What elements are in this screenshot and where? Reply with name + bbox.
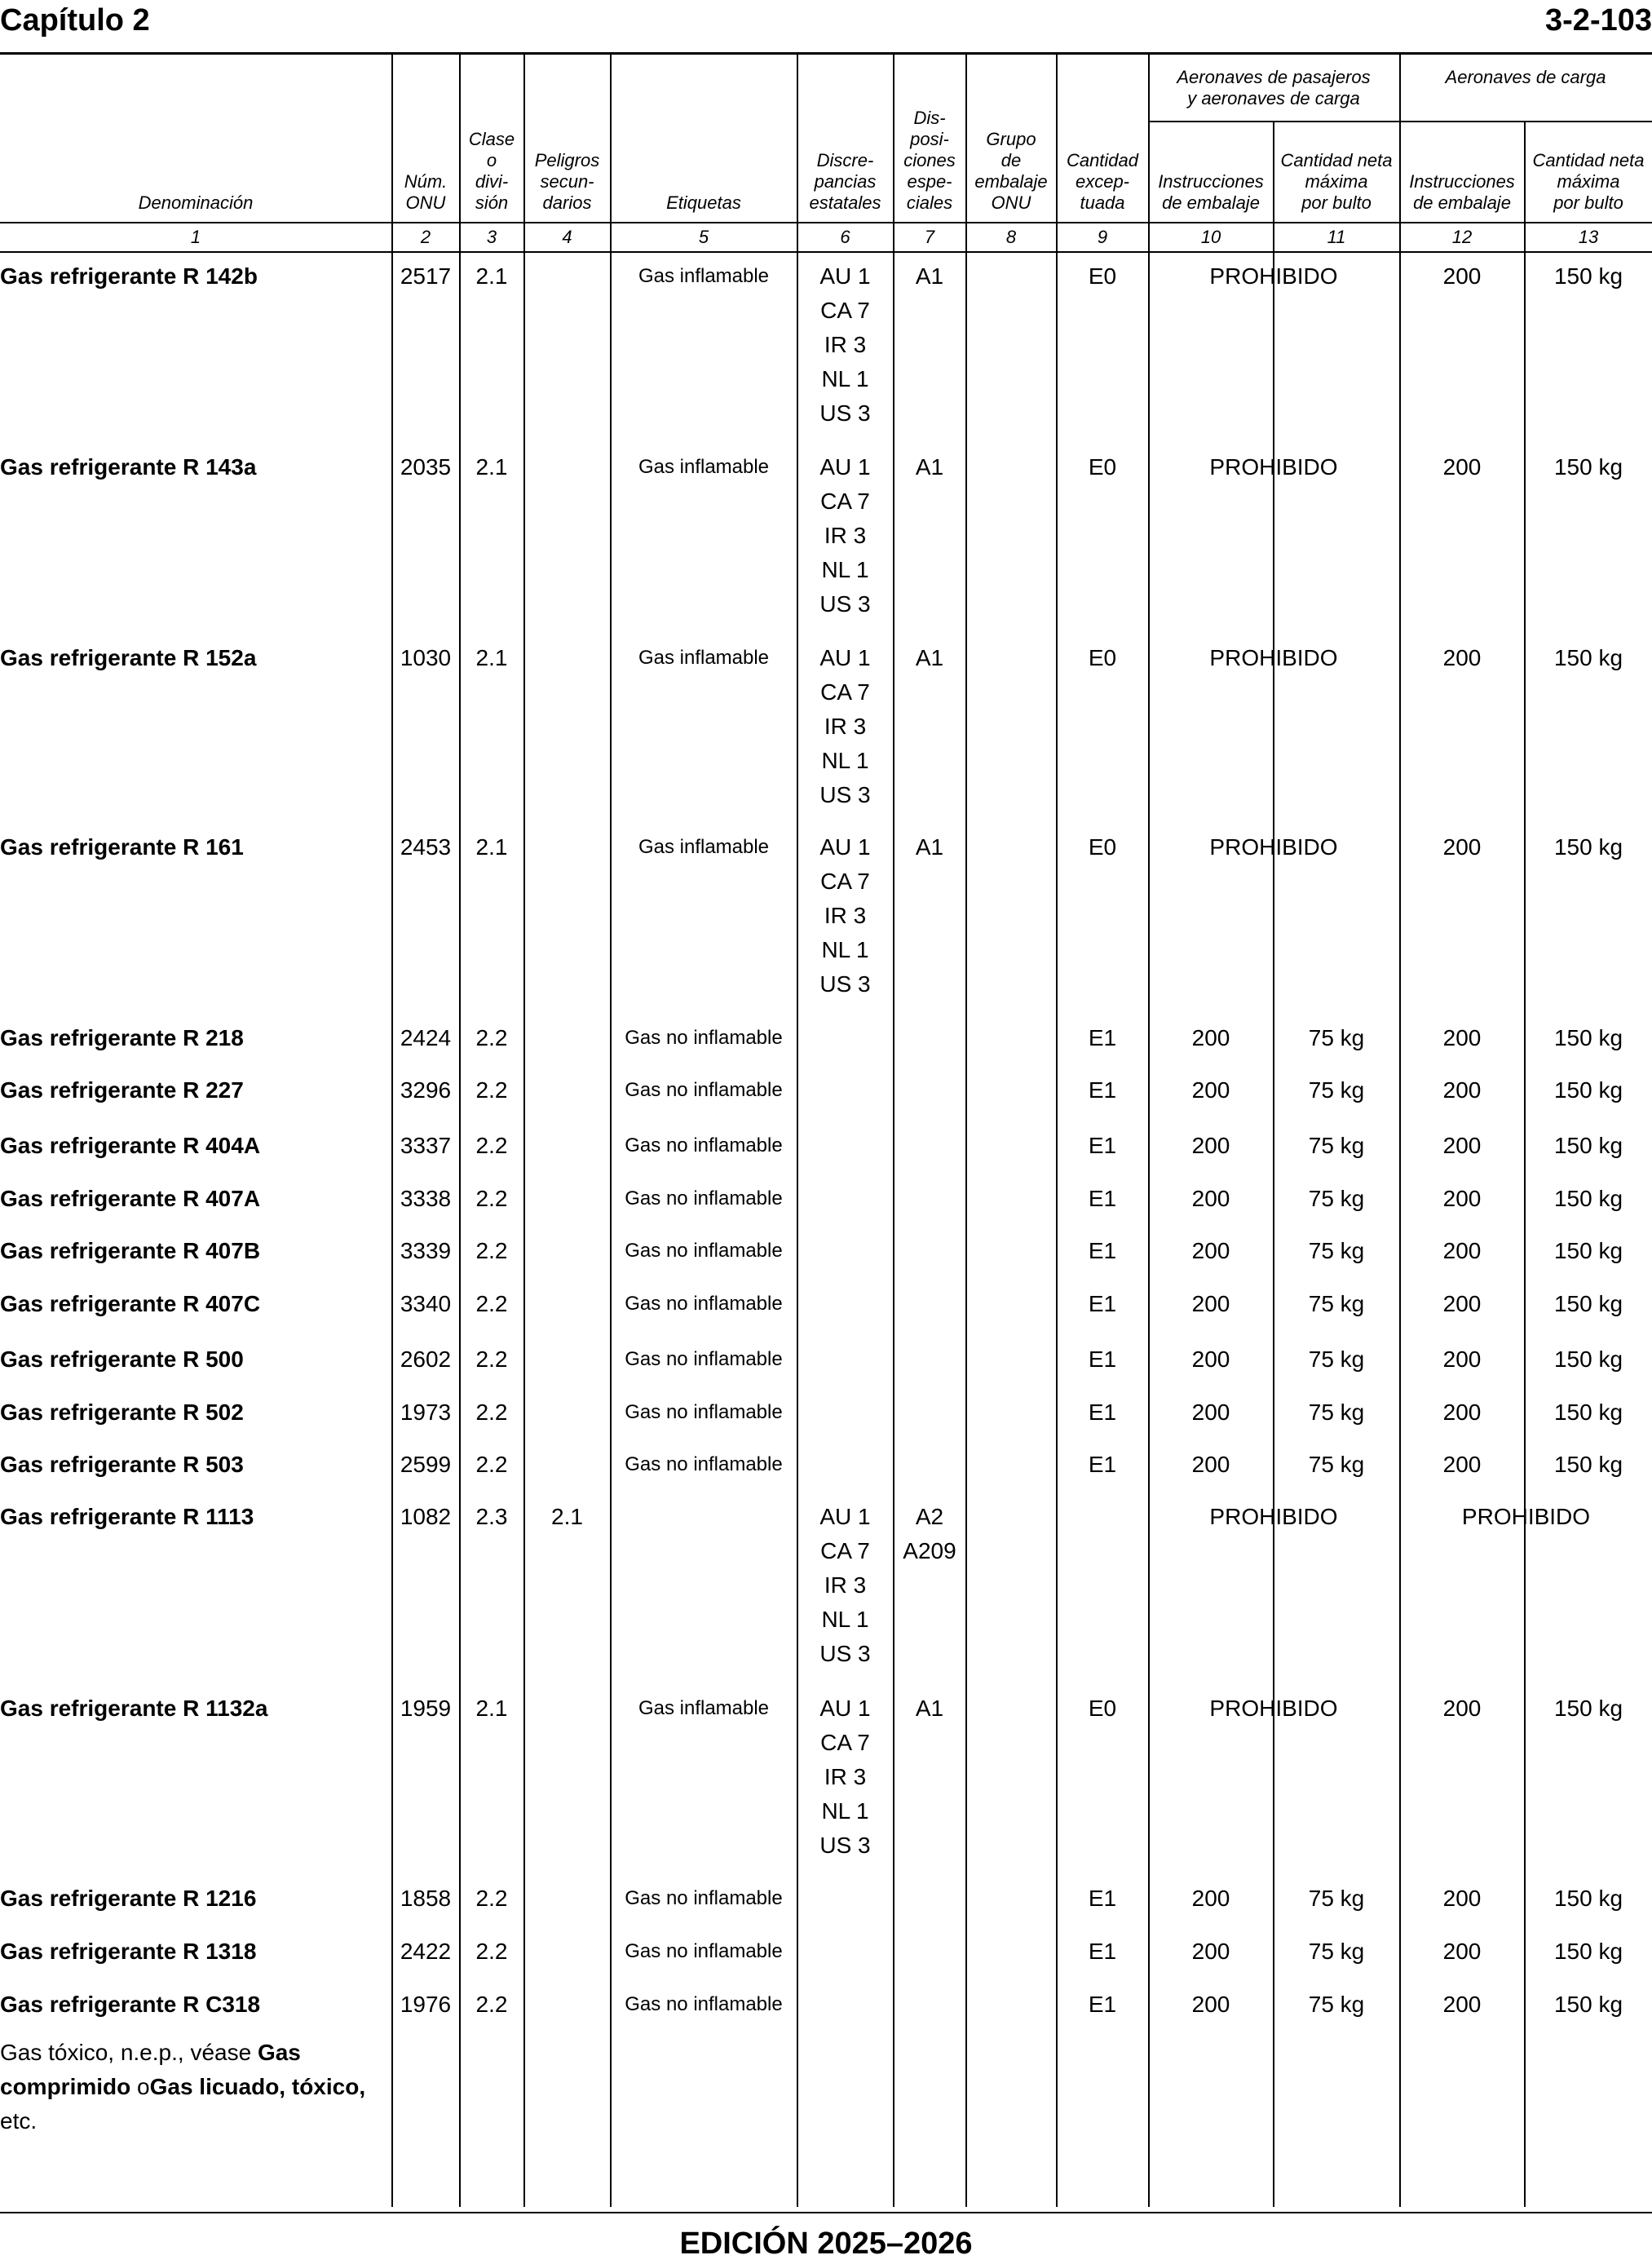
column-number: 6 bbox=[840, 227, 850, 247]
hazard-class: 2.1 bbox=[475, 834, 508, 860]
passenger-packing-instruction: 200 bbox=[1191, 1238, 1230, 1263]
see-also-middle: o bbox=[130, 2074, 150, 2099]
cargo-max-quantity: 150 kg bbox=[1553, 1346, 1623, 1372]
cargo-prohibited: PROHIBIDO bbox=[1461, 1504, 1591, 1529]
hazard-label: Gas inflamable bbox=[638, 1697, 770, 1719]
substance-name: Gas refrigerante R 1132a bbox=[0, 1696, 268, 1721]
cargo-packing-instruction: 200 bbox=[1442, 1696, 1482, 1721]
un-number: 1973 bbox=[400, 1400, 452, 1425]
column-number: 2 bbox=[420, 227, 431, 247]
hazard-class: 2.2 bbox=[475, 1238, 508, 1263]
special-provision: A1 bbox=[915, 834, 944, 860]
cargo-max-quantity: 150 kg bbox=[1553, 645, 1623, 670]
excepted-quantity: E1 bbox=[1088, 1886, 1117, 1911]
passenger-max-quantity: 75 kg bbox=[1308, 1077, 1365, 1103]
state-variation: US 3 bbox=[819, 782, 871, 807]
un-number: 3339 bbox=[400, 1238, 452, 1263]
hazard-label: Gas no inflamable bbox=[625, 1079, 783, 1101]
column-number: 9 bbox=[1097, 227, 1108, 247]
passenger-prohibited: PROHIBIDO bbox=[1209, 645, 1338, 670]
hazard-class: 2.2 bbox=[475, 1025, 508, 1050]
state-variation: NL 1 bbox=[821, 1607, 869, 1632]
substance-name: Gas refrigerante R C318 bbox=[0, 1992, 261, 2017]
passenger-max-quantity: 75 kg bbox=[1308, 1025, 1365, 1050]
header-bottom-rule bbox=[0, 222, 1652, 223]
see-also-entry bbox=[0, 2036, 383, 2138]
passenger-packing-instruction: 200 bbox=[1191, 1077, 1230, 1103]
hazard-class: 2.2 bbox=[475, 1077, 508, 1103]
cargo-max-quantity: 150 kg bbox=[1553, 834, 1623, 860]
cargo-packing-instruction: 200 bbox=[1442, 1992, 1482, 2017]
excepted-quantity: E0 bbox=[1088, 454, 1117, 480]
subsidiary-hazard: 2.1 bbox=[551, 1504, 583, 1529]
substance-name: Gas refrigerante R 407C bbox=[0, 1291, 261, 1316]
header-cantidad-exceptuada: Cantidad excep- tuada bbox=[1066, 150, 1139, 213]
cargo-max-quantity: 150 kg bbox=[1553, 1886, 1623, 1911]
passenger-max-quantity: 75 kg bbox=[1308, 1939, 1365, 1964]
see-also-suffix: etc. bbox=[0, 2108, 38, 2134]
cargo-max-quantity: 150 kg bbox=[1553, 1186, 1623, 1211]
passenger-max-quantity: 75 kg bbox=[1308, 1133, 1365, 1158]
state-variation: NL 1 bbox=[821, 1798, 869, 1824]
column-divider bbox=[523, 55, 525, 2207]
substance-name: Gas refrigerante R 407A bbox=[0, 1186, 261, 1211]
un-number: 3296 bbox=[400, 1077, 452, 1103]
un-number: 2035 bbox=[400, 454, 452, 480]
page-number: 3-2-103 bbox=[1545, 3, 1652, 38]
state-variation: AU 1 bbox=[819, 1696, 871, 1721]
state-variations bbox=[797, 1500, 893, 1671]
substance-name: Gas refrigerante R 143a bbox=[0, 454, 257, 480]
hazard-class: 2.2 bbox=[475, 1400, 508, 1425]
column-number: 13 bbox=[1578, 227, 1599, 247]
state-variation: NL 1 bbox=[821, 937, 869, 962]
passenger-packing-instruction: 200 bbox=[1191, 1291, 1230, 1316]
excepted-quantity: E1 bbox=[1088, 1291, 1117, 1316]
cargo-max-quantity: 150 kg bbox=[1553, 454, 1623, 480]
state-variation: IR 3 bbox=[824, 903, 867, 928]
excepted-quantity: E0 bbox=[1088, 645, 1117, 670]
state-variation: AU 1 bbox=[819, 645, 871, 670]
hazard-label: Gas no inflamable bbox=[625, 1293, 783, 1315]
column-number: 5 bbox=[698, 227, 709, 247]
special-provisions bbox=[894, 450, 965, 484]
footer-rule bbox=[0, 2212, 1652, 2213]
cargo-packing-instruction: 200 bbox=[1442, 1238, 1482, 1263]
state-variation: IR 3 bbox=[824, 1572, 867, 1598]
substance-name: Gas refrigerante R 218 bbox=[0, 1025, 244, 1050]
state-variation: IR 3 bbox=[824, 523, 867, 548]
special-provision: A209 bbox=[903, 1538, 956, 1563]
header-pax-instrucciones: Instrucciones de embalaje bbox=[1158, 171, 1264, 213]
substance-name: Gas refrigerante R 407B bbox=[0, 1238, 261, 1263]
cargo-max-quantity: 150 kg bbox=[1553, 1992, 1623, 2017]
passenger-prohibited: PROHIBIDO bbox=[1209, 1696, 1338, 1721]
header-pasajeros-group: Aeronaves de pasajeros y aeronaves de carga bbox=[1177, 67, 1371, 108]
state-variations bbox=[797, 830, 893, 1002]
chapter-title: Capítulo 2 bbox=[0, 3, 150, 38]
cargo-max-quantity: 150 kg bbox=[1553, 1400, 1623, 1425]
special-provision: A1 bbox=[915, 263, 944, 289]
hazard-label: Gas no inflamable bbox=[625, 1240, 783, 1262]
state-variations bbox=[797, 259, 893, 431]
substance-name: Gas refrigerante R 502 bbox=[0, 1400, 244, 1425]
hazard-label: Gas inflamable bbox=[638, 647, 770, 669]
state-variation: US 3 bbox=[819, 1833, 871, 1858]
special-provisions bbox=[894, 1500, 965, 1568]
un-number: 2422 bbox=[400, 1939, 452, 1964]
hazard-label: Gas inflamable bbox=[638, 265, 770, 287]
header-clase: Clase o divi- sión bbox=[468, 129, 515, 213]
un-number: 1858 bbox=[400, 1886, 452, 1911]
state-variation: US 3 bbox=[819, 1641, 871, 1666]
header-cargo-instrucciones: Instrucciones de embalaje bbox=[1409, 171, 1515, 213]
state-variation: AU 1 bbox=[819, 454, 871, 480]
state-variation: AU 1 bbox=[819, 263, 871, 289]
excepted-quantity: E1 bbox=[1088, 1238, 1117, 1263]
page-header bbox=[0, 0, 1652, 49]
un-number: 2517 bbox=[400, 263, 452, 289]
cargo-max-quantity: 150 kg bbox=[1553, 1025, 1623, 1050]
cargo-packing-instruction: 200 bbox=[1442, 1133, 1482, 1158]
cargo-packing-instruction: 200 bbox=[1442, 1291, 1482, 1316]
excepted-quantity: E1 bbox=[1088, 1133, 1117, 1158]
state-variation: IR 3 bbox=[824, 714, 867, 739]
passenger-max-quantity: 75 kg bbox=[1308, 1291, 1365, 1316]
hazard-label: Gas inflamable bbox=[638, 456, 770, 478]
passenger-max-quantity: 75 kg bbox=[1308, 1400, 1365, 1425]
hazard-class: 2.2 bbox=[475, 1886, 508, 1911]
state-variation: CA 7 bbox=[820, 298, 870, 323]
excepted-quantity: E1 bbox=[1088, 1346, 1117, 1372]
header-grupo: Grupo de embalaje ONU bbox=[974, 129, 1048, 213]
cargo-max-quantity: 150 kg bbox=[1553, 1452, 1623, 1477]
cargo-max-quantity: 150 kg bbox=[1553, 1291, 1623, 1316]
header-num-onu: Núm. ONU bbox=[404, 171, 448, 213]
cargo-packing-instruction: 200 bbox=[1442, 1077, 1482, 1103]
header-denominacion: Denominación bbox=[138, 192, 254, 213]
cargo-packing-instruction: 200 bbox=[1442, 1186, 1482, 1211]
cargo-packing-instruction: 200 bbox=[1442, 454, 1482, 480]
un-number: 1082 bbox=[400, 1504, 452, 1529]
hazard-label: Gas no inflamable bbox=[625, 1401, 783, 1423]
passenger-prohibited: PROHIBIDO bbox=[1209, 834, 1338, 860]
header-peligros: Peligros secun- darios bbox=[534, 150, 600, 213]
cargo-packing-instruction: 200 bbox=[1442, 263, 1482, 289]
hazard-label: Gas no inflamable bbox=[625, 1027, 783, 1049]
excepted-quantity: E1 bbox=[1088, 1077, 1117, 1103]
header-cargo-cantidad: Cantidad neta máxima por bulto bbox=[1532, 150, 1645, 213]
passenger-max-quantity: 75 kg bbox=[1308, 1452, 1365, 1477]
cargo-max-quantity: 150 kg bbox=[1553, 1696, 1623, 1721]
cargo-packing-instruction: 200 bbox=[1442, 1452, 1482, 1477]
hazard-label: Gas no inflamable bbox=[625, 1993, 783, 2015]
cargo-packing-instruction: 200 bbox=[1442, 1025, 1482, 1050]
column-number: 12 bbox=[1451, 227, 1473, 247]
un-number: 3337 bbox=[400, 1133, 452, 1158]
header-carga-group: Aeronaves de carga bbox=[1445, 67, 1606, 87]
header-discrepancias: Discre- pancias estatales bbox=[809, 150, 881, 213]
un-number: 2602 bbox=[400, 1346, 452, 1372]
substance-name: Gas refrigerante R 161 bbox=[0, 834, 244, 860]
see-also-link-1: Gas comprimido bbox=[0, 2040, 301, 2099]
edition-footer: EDICIÓN 2025–2026 bbox=[679, 2226, 973, 2261]
special-provisions bbox=[894, 1691, 965, 1726]
passenger-prohibited: PROHIBIDO bbox=[1209, 1504, 1338, 1529]
hazard-class: 2.1 bbox=[475, 645, 508, 670]
cargo-max-quantity: 150 kg bbox=[1553, 263, 1623, 289]
header-disposiciones: Dis- posi- ciones espe- ciales bbox=[903, 108, 956, 213]
excepted-quantity: E1 bbox=[1088, 1452, 1117, 1477]
hazard-label: Gas no inflamable bbox=[625, 1134, 783, 1156]
state-variation: CA 7 bbox=[820, 679, 870, 705]
special-provisions bbox=[894, 830, 965, 864]
state-variation: NL 1 bbox=[821, 366, 869, 391]
hazard-class: 2.1 bbox=[475, 1696, 508, 1721]
hazard-class: 2.2 bbox=[475, 1133, 508, 1158]
column-number: 7 bbox=[924, 227, 935, 247]
special-provision: A1 bbox=[915, 645, 944, 670]
hazard-class: 2.2 bbox=[475, 1291, 508, 1316]
passenger-packing-instruction: 200 bbox=[1191, 1025, 1230, 1050]
excepted-quantity: E1 bbox=[1088, 1025, 1117, 1050]
special-provision: A1 bbox=[915, 1696, 944, 1721]
hazard-class: 2.2 bbox=[475, 1939, 508, 1964]
excepted-quantity: E0 bbox=[1088, 1696, 1117, 1721]
special-provision: A2 bbox=[915, 1504, 944, 1529]
state-variation: US 3 bbox=[819, 971, 871, 997]
substance-name: Gas refrigerante R 142b bbox=[0, 263, 258, 289]
column-number: 10 bbox=[1200, 227, 1221, 247]
substance-name: Gas refrigerante R 503 bbox=[0, 1452, 244, 1477]
passenger-max-quantity: 75 kg bbox=[1308, 1346, 1365, 1372]
un-number: 1030 bbox=[400, 645, 452, 670]
state-variations bbox=[797, 1691, 893, 1863]
state-variation: CA 7 bbox=[820, 869, 870, 894]
column-number-rule bbox=[0, 251, 1652, 253]
passenger-prohibited: PROHIBIDO bbox=[1209, 454, 1338, 480]
cargo-packing-instruction: 200 bbox=[1442, 834, 1482, 860]
column-divider bbox=[965, 55, 967, 2207]
hazard-class: 2.1 bbox=[475, 454, 508, 480]
excepted-quantity: E1 bbox=[1088, 1400, 1117, 1425]
state-variation: US 3 bbox=[819, 400, 871, 426]
state-variation: CA 7 bbox=[820, 1538, 870, 1563]
state-variation: IR 3 bbox=[824, 1764, 867, 1789]
see-also-link-2: Gas licuado, tóxico, bbox=[149, 2074, 366, 2099]
state-variations bbox=[797, 450, 893, 621]
un-number: 2424 bbox=[400, 1025, 452, 1050]
cargo-max-quantity: 150 kg bbox=[1553, 1133, 1623, 1158]
passenger-packing-instruction: 200 bbox=[1191, 1452, 1230, 1477]
hazard-label: Gas no inflamable bbox=[625, 1940, 783, 1962]
hazard-label: Gas no inflamable bbox=[625, 1887, 783, 1909]
hazard-label: Gas no inflamable bbox=[625, 1453, 783, 1475]
special-provisions bbox=[894, 641, 965, 675]
substance-name: Gas refrigerante R 404A bbox=[0, 1133, 261, 1158]
state-variation: AU 1 bbox=[819, 1504, 871, 1529]
substance-name: Gas refrigerante R 227 bbox=[0, 1077, 244, 1103]
column-number: 1 bbox=[190, 227, 201, 247]
cargo-packing-instruction: 200 bbox=[1442, 1400, 1482, 1425]
state-variation: CA 7 bbox=[820, 1730, 870, 1755]
special-provision: A1 bbox=[915, 454, 944, 480]
substance-name: Gas refrigerante R 1216 bbox=[0, 1886, 257, 1911]
state-variation: CA 7 bbox=[820, 489, 870, 514]
cargo-max-quantity: 150 kg bbox=[1553, 1077, 1623, 1103]
cargo-max-quantity: 150 kg bbox=[1553, 1939, 1623, 1964]
column-divider bbox=[893, 55, 894, 2207]
cargo-packing-instruction: 200 bbox=[1442, 1939, 1482, 1964]
state-variation: NL 1 bbox=[821, 748, 869, 773]
passenger-packing-instruction: 200 bbox=[1191, 1346, 1230, 1372]
state-variation: US 3 bbox=[819, 591, 871, 617]
excepted-quantity: E1 bbox=[1088, 1992, 1117, 2017]
excepted-quantity: E0 bbox=[1088, 834, 1117, 860]
passenger-packing-instruction: 200 bbox=[1191, 1133, 1230, 1158]
state-variations bbox=[797, 641, 893, 812]
header-pax-cantidad: Cantidad neta máxima por bulto bbox=[1280, 150, 1393, 213]
substance-name: Gas refrigerante R 1318 bbox=[0, 1939, 257, 1964]
passenger-max-quantity: 75 kg bbox=[1308, 1886, 1365, 1911]
see-also-prefix: Gas tóxico, n.e.p., véase bbox=[0, 2040, 258, 2065]
hazard-label: Gas no inflamable bbox=[625, 1348, 783, 1370]
substance-name: Gas refrigerante R 500 bbox=[0, 1346, 244, 1372]
cargo-packing-instruction: 200 bbox=[1442, 1346, 1482, 1372]
excepted-quantity: E0 bbox=[1088, 263, 1117, 289]
excepted-quantity: E1 bbox=[1088, 1186, 1117, 1211]
column-number: 8 bbox=[1005, 227, 1017, 247]
cargo-packing-instruction: 200 bbox=[1442, 1886, 1482, 1911]
passenger-max-quantity: 75 kg bbox=[1308, 1186, 1365, 1211]
special-provisions bbox=[894, 259, 965, 294]
un-number: 3340 bbox=[400, 1291, 452, 1316]
substance-name: Gas refrigerante R 1113 bbox=[0, 1504, 254, 1529]
hazard-label: Gas no inflamable bbox=[625, 1187, 783, 1209]
header-etiquetas: Etiquetas bbox=[666, 192, 741, 213]
hazard-label: Gas inflamable bbox=[638, 836, 770, 858]
hazard-class: 2.2 bbox=[475, 1186, 508, 1211]
cargo-packing-instruction: 200 bbox=[1442, 645, 1482, 670]
column-number: 4 bbox=[562, 227, 572, 247]
column-number: 3 bbox=[486, 227, 497, 247]
un-number: 1959 bbox=[400, 1696, 452, 1721]
passenger-packing-instruction: 200 bbox=[1191, 1939, 1230, 1964]
header-rule bbox=[0, 52, 1652, 55]
state-variation: AU 1 bbox=[819, 834, 871, 860]
passenger-prohibited: PROHIBIDO bbox=[1209, 263, 1338, 289]
hazard-class: 2.3 bbox=[475, 1504, 508, 1529]
hazard-class: 2.2 bbox=[475, 1992, 508, 2017]
passenger-max-quantity: 75 kg bbox=[1308, 1238, 1365, 1263]
un-number: 3338 bbox=[400, 1186, 452, 1211]
hazard-class: 2.2 bbox=[475, 1452, 508, 1477]
excepted-quantity: E1 bbox=[1088, 1939, 1117, 1964]
un-number: 1976 bbox=[400, 1992, 452, 2017]
group-header-rule bbox=[1149, 121, 1652, 122]
passenger-max-quantity: 75 kg bbox=[1308, 1992, 1365, 2017]
un-number: 2599 bbox=[400, 1452, 452, 1477]
cargo-max-quantity: 150 kg bbox=[1553, 1238, 1623, 1263]
hazard-class: 2.1 bbox=[475, 263, 508, 289]
passenger-packing-instruction: 200 bbox=[1191, 1400, 1230, 1425]
state-variation: IR 3 bbox=[824, 332, 867, 357]
hazard-class: 2.2 bbox=[475, 1346, 508, 1372]
passenger-packing-instruction: 200 bbox=[1191, 1992, 1230, 2017]
substance-name: Gas refrigerante R 152a bbox=[0, 645, 257, 670]
un-number: 2453 bbox=[400, 834, 452, 860]
passenger-packing-instruction: 200 bbox=[1191, 1186, 1230, 1211]
passenger-packing-instruction: 200 bbox=[1191, 1886, 1230, 1911]
column-number: 11 bbox=[1327, 227, 1346, 247]
state-variation: NL 1 bbox=[821, 557, 869, 582]
